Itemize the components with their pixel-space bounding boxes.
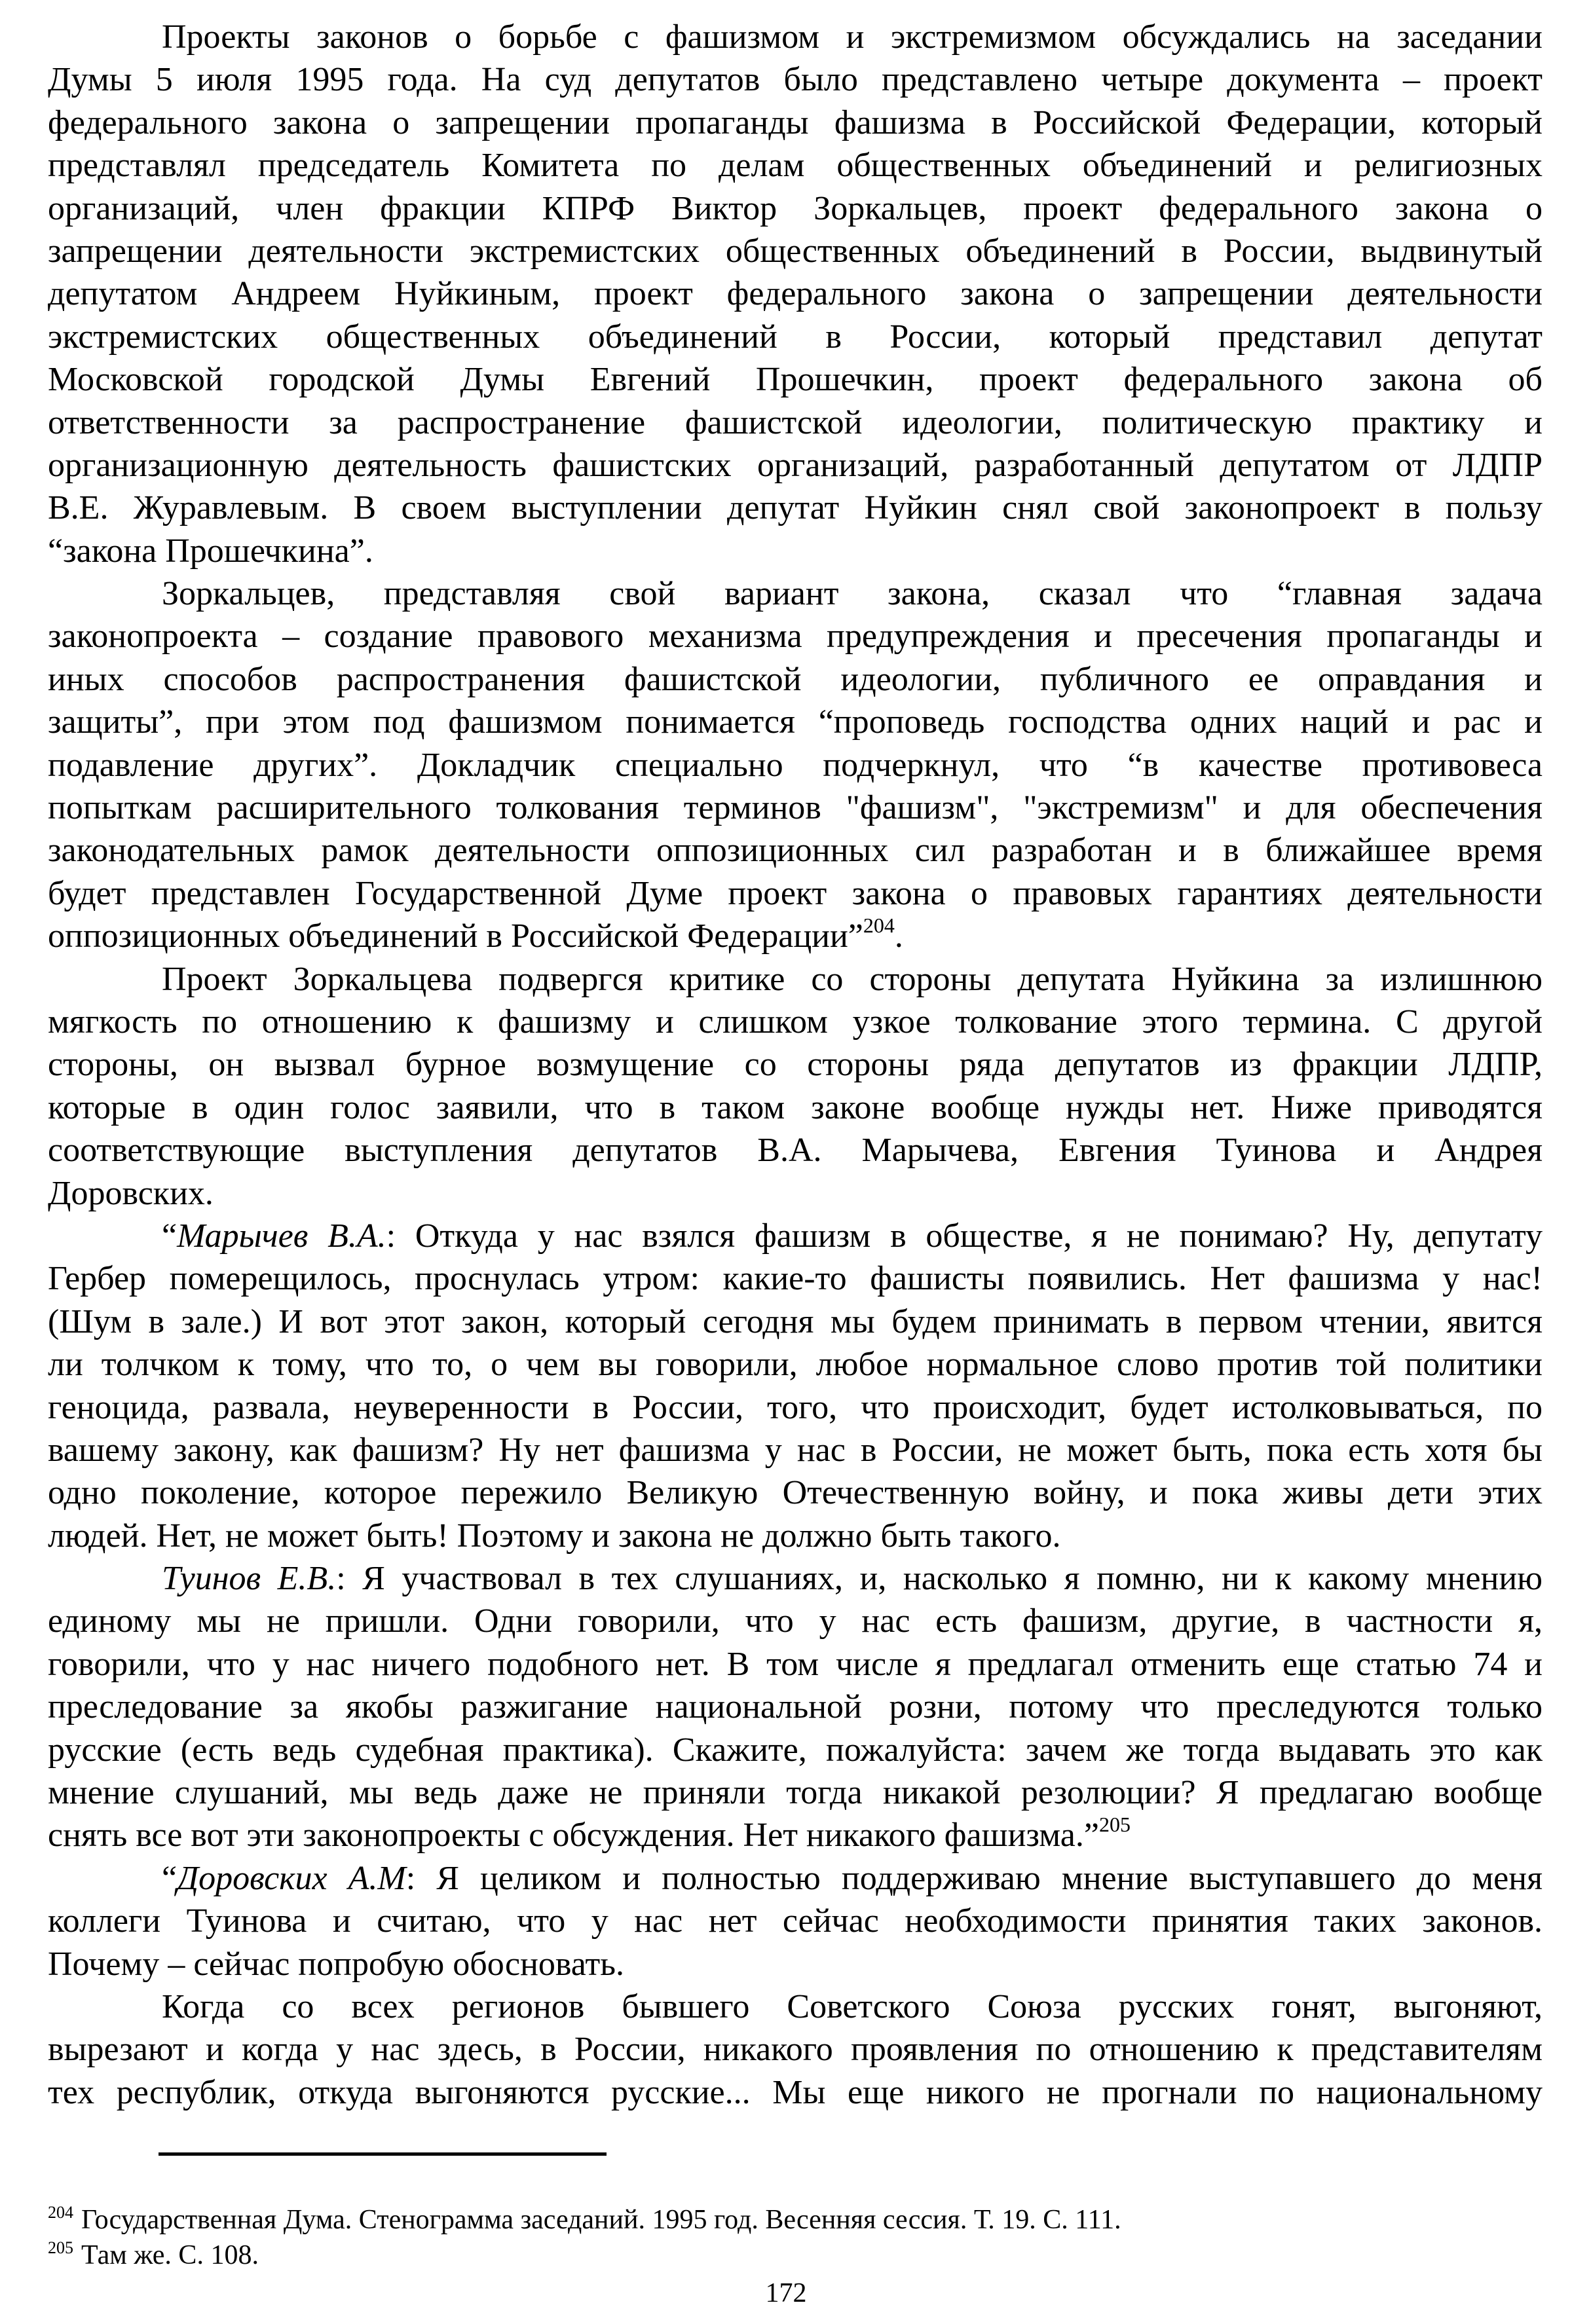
text-line bbox=[48, 487, 1543, 529]
text-line bbox=[48, 915, 1543, 957]
text-segment: русские (есть ведь судебная практика). Скажите, пожалуйста: зачем же тогда выдавать это как bbox=[48, 1731, 1543, 1769]
text-segment: одно поколение, которое пережило Великую Отечественную войну, и пока живы дети этих bbox=[48, 1474, 1543, 1512]
text-line bbox=[48, 230, 1543, 272]
text-line bbox=[48, 187, 1543, 230]
text-segment: организаций, член фракции КПРФ Виктор Зоркальцев, проект федерального закона о bbox=[48, 189, 1543, 227]
paragraph bbox=[48, 16, 1543, 572]
text-segment: тех республик, откуда выгоняются русские... Мы еще никого не прогнали по национальному bbox=[48, 2073, 1543, 2111]
paragraph bbox=[48, 1985, 1543, 2114]
body-text bbox=[48, 16, 1543, 2114]
text-line bbox=[48, 658, 1543, 701]
footnote-reference: 205 bbox=[1098, 1813, 1131, 1837]
text-line bbox=[48, 316, 1543, 358]
footnote-text: Государственная Дума. Стенограмма заседаний. 1995 год. Весенняя сессия. Т. 19. С. 111. bbox=[81, 2205, 1121, 2235]
text-segment: “ bbox=[162, 1859, 178, 1897]
text-segment: организационную деятельность фашистских организаций, разработанный депутатом от ЛДПР bbox=[48, 446, 1543, 484]
text-line bbox=[48, 1515, 1543, 1557]
text-segment: представлял председатель Комитета по делам общественных объединений и религиозных bbox=[48, 147, 1543, 185]
text-segment: соответствующие выступления депутатов В.А. Марычева, Евгения Туинова и Андрея bbox=[48, 1132, 1543, 1170]
text-line bbox=[48, 1643, 1543, 1686]
text-segment: мнение слушаний, мы ведь даже не приняли тогда никакой резолюции? Я предлагаю вообще bbox=[48, 1774, 1543, 1812]
text-line bbox=[48, 1857, 1543, 1900]
paragraph bbox=[48, 1857, 1543, 1985]
text-line bbox=[48, 1686, 1543, 1728]
text-line bbox=[48, 1001, 1543, 1043]
text-line bbox=[48, 2028, 1543, 2071]
text-line bbox=[48, 1429, 1543, 1471]
text-line bbox=[48, 101, 1543, 144]
text-segment: запрещении деятельности экстремистских общественных объединений в России, выдвинутый bbox=[48, 232, 1543, 270]
text-segment: ли толчком к тому, что то, о чем вы говорили, любое нормальное слово против той политики bbox=[48, 1346, 1543, 1384]
text-line bbox=[48, 1729, 1543, 1771]
paragraph bbox=[48, 958, 1543, 1215]
text-line bbox=[48, 1985, 1543, 2028]
text-segment: Зоркальцев, представляя свой вариант закона, сказал что “главная задача bbox=[162, 575, 1543, 613]
text-segment: (Шум в зале.) И вот этот закон, который сегодня мы будем принимать в первом чтении, явится bbox=[48, 1302, 1543, 1340]
text-line bbox=[48, 1343, 1543, 1386]
text-segment: : Я целиком и полностью поддерживаю мнение выступавшего до меня bbox=[405, 1859, 1543, 1897]
text-segment: законопроекта – создание правового механизма предупреждения и пресечения пропаганды и bbox=[48, 618, 1543, 655]
speaker-name: Туинов Е.В. bbox=[162, 1560, 337, 1598]
text-segment: иных способов распространения фашистской идеологии, публичного ее оправдания и bbox=[48, 660, 1543, 698]
text-line bbox=[48, 829, 1543, 872]
footnote-text: Там же. С. 108. bbox=[81, 2240, 259, 2270]
footnote-204 bbox=[48, 2195, 1121, 2235]
text-segment: людей. Нет, не может быть! Поэтому и закона не должно быть такого. bbox=[48, 1517, 1061, 1555]
text-segment: Гербер померещилось, проснулась утром: какие-то фашисты появились. Нет фашизма у нас! bbox=[48, 1260, 1543, 1298]
text-segment: стороны, он вызвал бурное возмущение со стороны ряда депутатов из фракции ЛДПР, bbox=[48, 1046, 1543, 1084]
text-segment: : Я участвовал в тех слушаниях, и, насколько я помню, ни к какому мнению bbox=[336, 1560, 1543, 1598]
paragraph bbox=[48, 572, 1543, 958]
text-segment: мягкость по отношению к фашизму и слишком узкое толкование этого термина. С другой bbox=[48, 1003, 1543, 1041]
text-segment: . bbox=[894, 917, 903, 955]
page-number: 172 bbox=[765, 2278, 807, 2308]
text-line bbox=[48, 1471, 1543, 1514]
text-segment: экстремистских общественных объединений в России, который представил депутат bbox=[48, 318, 1543, 356]
text-segment: Проекты законов о борьбе с фашизмом и экстремизмом обсуждались на заседании bbox=[162, 18, 1543, 56]
text-line bbox=[48, 1172, 1543, 1215]
text-line bbox=[48, 1900, 1543, 1942]
text-line bbox=[48, 701, 1543, 743]
text-segment: депутатом Андреем Нуйкиным, проект федерального закона о запрещении деятельности bbox=[48, 275, 1543, 313]
footnote-number: 204 bbox=[48, 2203, 73, 2222]
footnote-205 bbox=[48, 2230, 1121, 2270]
text-segment: говорили, что у нас ничего подобного нет. В том числе я предлагал отменить еще статью 74 и bbox=[48, 1645, 1543, 1683]
speaker-name: Доровских А.М bbox=[177, 1859, 406, 1897]
text-line bbox=[48, 1557, 1543, 1600]
text-line bbox=[48, 58, 1543, 101]
text-segment: Доровских. bbox=[48, 1174, 214, 1212]
text-line bbox=[48, 1814, 1543, 1856]
text-segment: которые в один голос заявили, что в таком законе вообще нужды нет. Ниже приводятся bbox=[48, 1088, 1543, 1126]
text-segment: будет представлен Государственной Думе проект закона о правовых гарантиях деятельности bbox=[48, 874, 1543, 912]
text-line bbox=[48, 1386, 1543, 1429]
text-segment: вырезают и когда у нас здесь, в России, никакого проявления по отношению к представителям bbox=[48, 2031, 1543, 2069]
text-segment: вашему закону, как фашизм? Ну нет фашизма у нас в России, не может быть, пока есть хотя бы bbox=[48, 1431, 1543, 1469]
text-segment: коллеги Туинова и считаю, что у нас нет сейчас необходимости принятия таких законов. bbox=[48, 1902, 1543, 1940]
text-line bbox=[48, 1300, 1543, 1343]
text-line bbox=[48, 272, 1543, 315]
paragraph bbox=[48, 1557, 1543, 1857]
text-segment: : Откуда у нас взялся фашизм в обществе, я не понимаю? Ну, депутату bbox=[386, 1217, 1543, 1255]
text-line bbox=[48, 615, 1543, 657]
text-segment: Когда со всех регионов бывшего Советского Союза русских гонят, выгоняют, bbox=[162, 1987, 1543, 2025]
text-segment: единому мы не пришли. Одни говорили, что у нас есть фашизм, другие, в частности я, bbox=[48, 1602, 1543, 1640]
footnotes bbox=[48, 2195, 1121, 2270]
text-line bbox=[48, 1943, 1543, 1985]
text-line bbox=[48, 1086, 1543, 1129]
text-segment: снять все вот эти законопроекты с обсуждения. Нет никакого фашизма.” bbox=[48, 1817, 1099, 1854]
text-line bbox=[48, 444, 1543, 487]
text-segment: защиты”, при этом под фашизмом понимается “проповедь господства одних наций и рас и bbox=[48, 703, 1543, 741]
text-segment: Думы 5 июля 1995 года. На суд депутатов было представлено четыре документа – проект bbox=[48, 61, 1543, 99]
text-segment: ответственности за распространение фашистской идеологии, политическую практику и bbox=[48, 403, 1543, 441]
text-line bbox=[48, 16, 1543, 58]
text-segment: В.Е. Журавлевым. В своем выступлении депутат Нуйкин снял свой законопроект в пользу bbox=[48, 489, 1543, 527]
text-line bbox=[48, 1215, 1543, 1257]
footnote-number: 205 bbox=[48, 2238, 73, 2257]
footnote-separator bbox=[159, 2152, 607, 2156]
text-line bbox=[48, 530, 1543, 572]
text-line bbox=[48, 744, 1543, 786]
text-segment: “ bbox=[162, 1217, 178, 1255]
text-line bbox=[48, 1043, 1543, 1086]
text-segment: Проект Зоркальцева подвергся критике со стороны депутата Нуйкина за излишнюю bbox=[162, 960, 1543, 998]
text-line bbox=[48, 401, 1543, 444]
text-segment: подавление других”. Докладчик специально подчеркнул, что “в качестве противовеса bbox=[48, 746, 1543, 784]
text-line bbox=[48, 358, 1543, 401]
text-line bbox=[48, 2071, 1543, 2114]
text-segment: оппозиционных объединений в Российской Федерации” bbox=[48, 917, 863, 955]
text-line bbox=[48, 1129, 1543, 1171]
text-segment: геноцида, развала, неуверенности в России, того, что происходит, будет истолковываться, по bbox=[48, 1388, 1543, 1426]
paragraph bbox=[48, 1215, 1543, 1557]
text-line bbox=[48, 572, 1543, 615]
text-line bbox=[48, 1600, 1543, 1642]
text-line bbox=[48, 1771, 1543, 1814]
text-segment: преследование за якобы разжигание национальной розни, потому что преследуются только bbox=[48, 1688, 1543, 1726]
text-segment: Московской городской Думы Евгений Прошечкин, проект федерального закона об bbox=[48, 361, 1543, 399]
text-line bbox=[48, 958, 1543, 1001]
speaker-name: Марычев В.А. bbox=[177, 1217, 386, 1255]
text-segment: Почему – сейчас попробую обосновать. bbox=[48, 1945, 624, 1983]
text-line bbox=[48, 872, 1543, 915]
text-line bbox=[48, 1257, 1543, 1300]
text-segment: “закона Прошечкина”. bbox=[48, 532, 373, 570]
text-segment: попыткам расширительного толкования терминов "фашизм", "экстремизм" и для обеспечения bbox=[48, 789, 1543, 827]
text-line bbox=[48, 786, 1543, 829]
text-segment: законодательных рамок деятельности оппозиционных сил разработан и в ближайшее время bbox=[48, 832, 1543, 870]
text-line bbox=[48, 144, 1543, 187]
text-segment: федерального закона о запрещении пропаганды фашизма в Российской Федерации, который bbox=[48, 103, 1543, 141]
footnote-reference: 204 bbox=[863, 913, 895, 938]
